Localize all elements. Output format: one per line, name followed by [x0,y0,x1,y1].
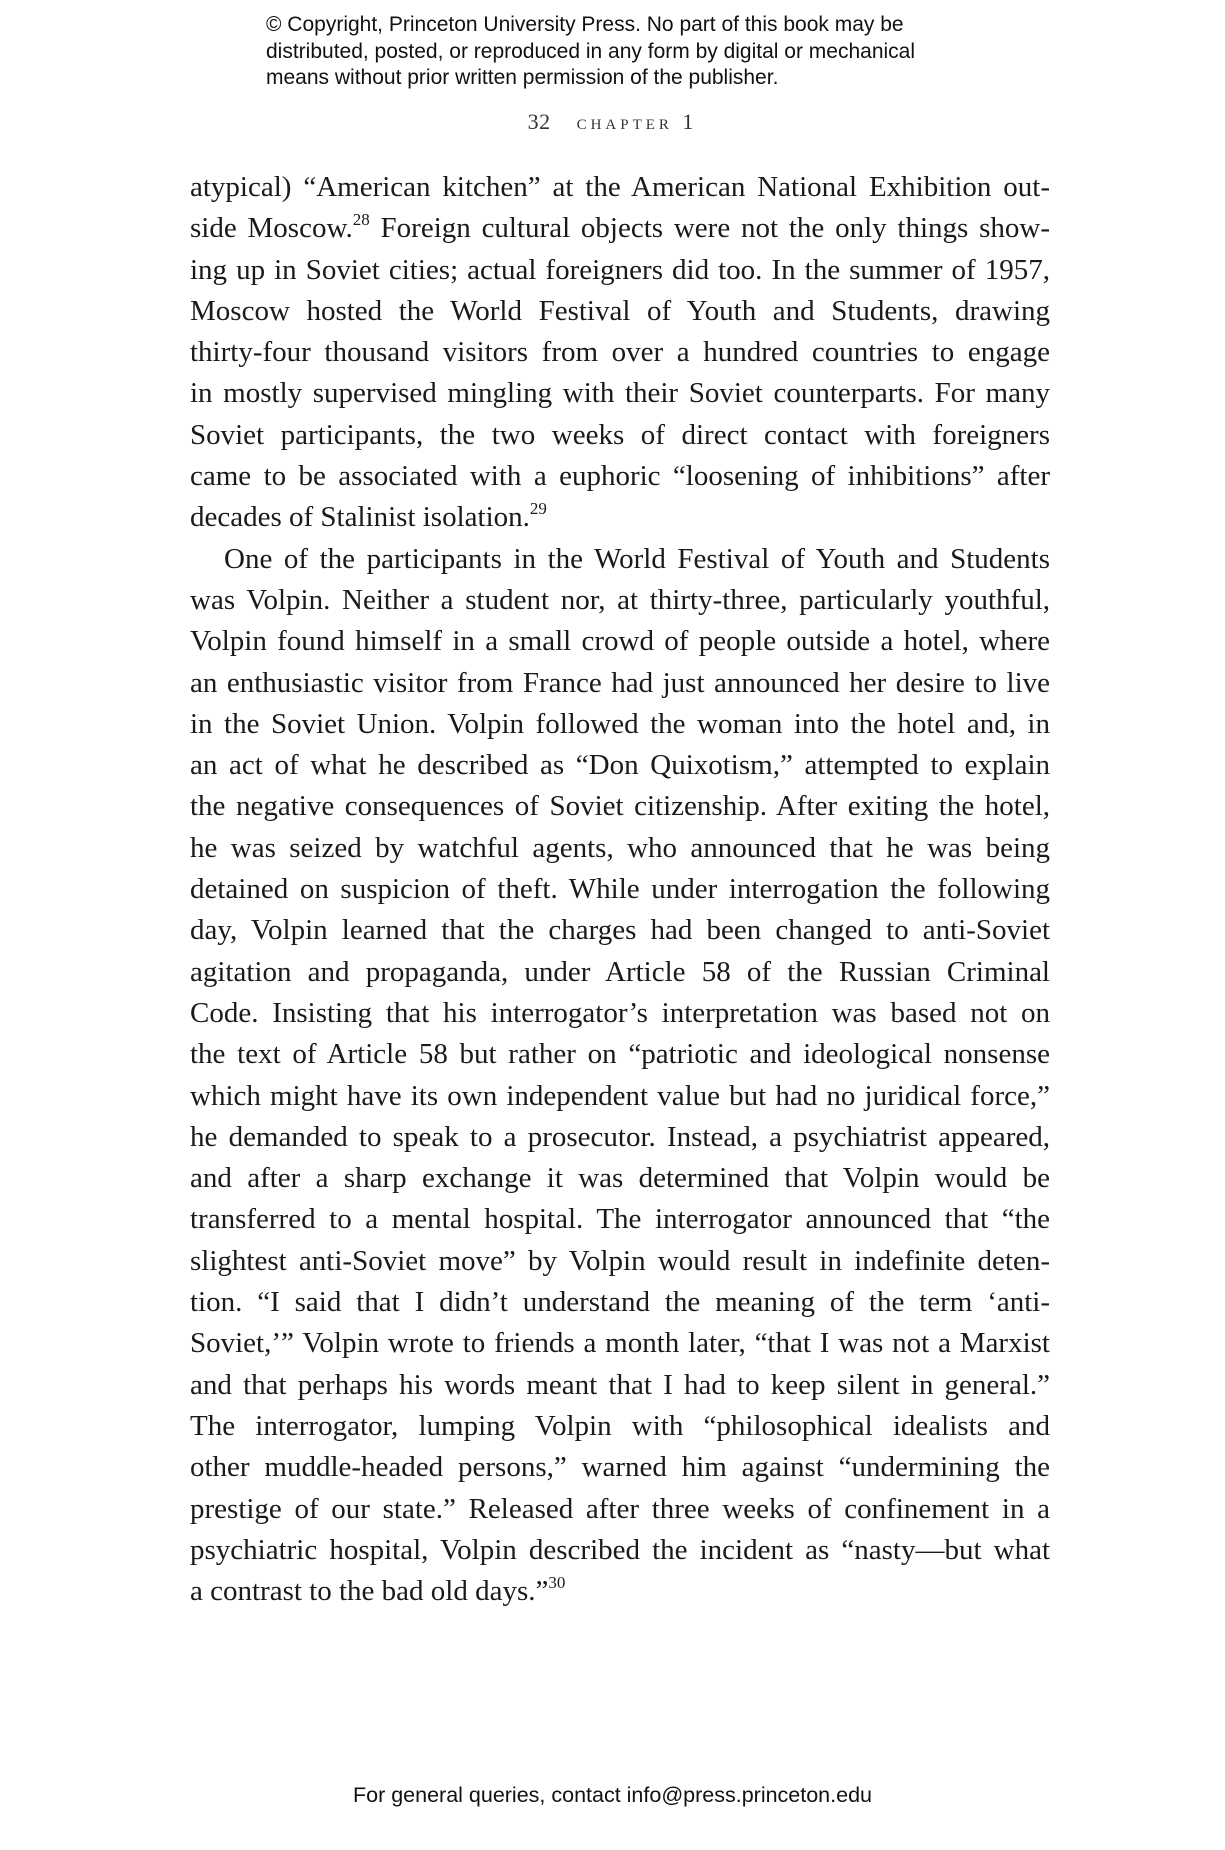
text-line: was Volpin. Neither a student nor, at thirty-three, particularly youthful, [190,583,1050,616]
text-line: prestige of our state.” Released after three weeks of confinement in a [190,1492,1050,1525]
text-fragment: decades of Stalinist isolation. [190,501,530,534]
running-head [0,109,1225,135]
text-line: in the Soviet Union. Volpin followed the woman into the hotel and, in [190,707,1050,740]
footer-contact: For general queries, contact info@press.princeton.edu [352,1783,872,1807]
text-fragment: side Moscow. [190,212,353,245]
text-line: which might have its own independent value but had no juridical force,” [190,1079,1050,1112]
text-line: One of the participants in the World Festival of Youth and Students [224,542,1050,575]
text-line: Code. Insisting that his interrogator’s interpretation was based not on [190,996,1050,1029]
text-line: agitation and propaganda, under Article 58 of the Russian Criminal [190,955,1050,988]
text-line: slightest anti-Soviet move” by Volpin would result in indefinite deten- [190,1244,1050,1277]
text-line: The interrogator, lumping Volpin with “philosophical idealists and [190,1409,1050,1442]
text-line: came to be associated with a euphoric “loosening of inhibitions” after [190,460,1050,493]
copyright-line: means without prior written permission of the publisher. [266,66,779,89]
text-line: ing up in Soviet cities; actual foreigners did too. In the summer of 1957, [190,253,1050,286]
body-text [190,167,1050,1612]
text-line [190,208,1050,249]
text-line: and that perhaps his words meant that I had to keep silent in general.” [190,1368,1050,1401]
text-line: and after a sharp exchange it was determined that Volpin would be [190,1162,1050,1195]
text-fragment: Foreign cultural objects were not the only things show- [369,212,1050,245]
page-number: 32 [527,109,551,134]
text-line: other muddle-headed persons,” warned him against “undermining the [190,1451,1050,1484]
text-line: detained on suspicion of theft. While under interrogation the following [190,873,1050,906]
copyright-notice [266,12,1026,92]
footnote-marker: 30 [548,1573,566,1593]
copyright-line: © Copyright, Princeton University Press. No part of this book may be [266,13,904,36]
text-line: Moscow hosted the World Festival of Youth and Students, drawing [190,294,1050,327]
text-line: Soviet participants, the two weeks of direct contact with foreigners [190,418,1050,451]
text-line: transferred to a mental hospital. The interrogator announced that “the [190,1203,1050,1236]
footnote-marker: 28 [352,210,370,230]
paragraph [190,167,1050,539]
text-line [190,497,1050,538]
text-line: the negative consequences of Soviet citizenship. After exiting the hotel, [190,790,1050,823]
footnote-marker: 29 [529,499,547,519]
text-line [190,1571,1050,1612]
chapter-label: chapter 1 [576,109,698,134]
text-line: atypical) “American kitchen” at the American National Exhibition out- [190,171,1050,203]
text-line: tion. “I said that I didn’t understand the meaning of the term ‘anti- [190,1286,1050,1319]
text-line: an enthusiastic visitor from France had just announced her desire to live [190,666,1050,699]
text-line: an act of what he described as “Don Quixotism,” attempted to explain [190,749,1050,782]
text-line: he was seized by watchful agents, who announced that he was being [190,831,1050,864]
text-line: in mostly supervised mingling with their Soviet counterparts. For many [190,377,1050,410]
text-line: thirty-four thousand visitors from over a hundred countries to engage [190,336,1050,369]
text-fragment: a contrast to the bad old days.” [190,1575,549,1608]
text-line: day, Volpin learned that the charges had been changed to anti-Soviet [190,914,1050,947]
text-line: the text of Article 58 but rather on “patriotic and ideological nonsense [190,1038,1050,1071]
text-line: Volpin found himself in a small crowd of people outside a hotel, where [190,625,1050,658]
text-line: psychiatric hospital, Volpin described the incident as “nasty—but what [190,1533,1050,1566]
text-line: Soviet,’” Volpin wrote to friends a month later, “that I was not a Marxist [190,1327,1050,1360]
text-line: he demanded to speak to a prosecutor. Instead, a psychiatrist appeared, [190,1120,1050,1153]
paragraph [190,539,1050,1613]
copyright-line: distributed, posted, or reproduced in any form by digital or mechanical [266,39,916,63]
